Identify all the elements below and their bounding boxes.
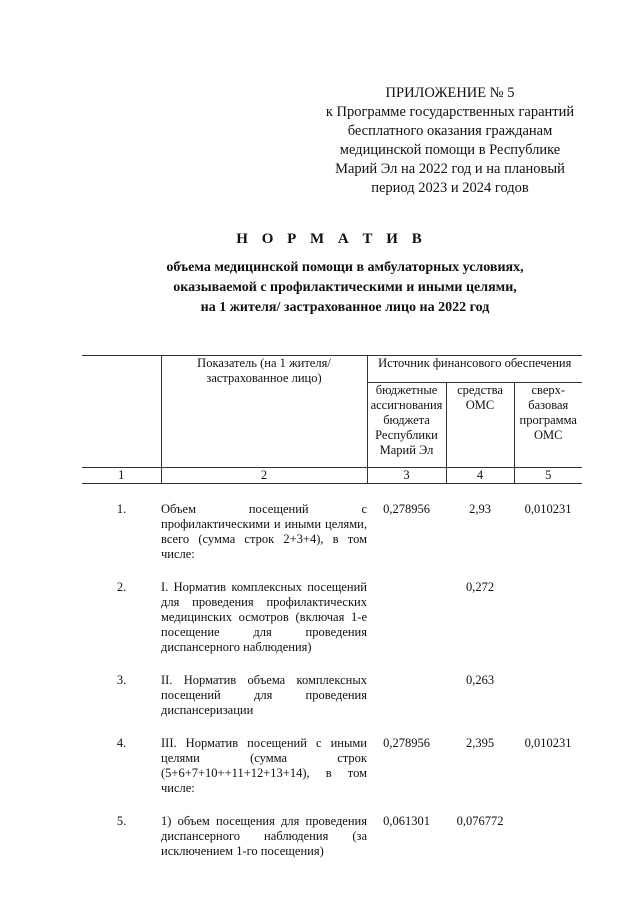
table-row [82,796,582,859]
column-number: 5 [514,468,582,484]
row-label: Объем посещений с профилактическими и иными целями, всего (сумма строк 2+3+4), в том числе: [161,502,367,561]
norm-table [82,355,582,859]
table-row [82,484,582,563]
subtitle-line: оказываемой с профилактическими и иными целями, [173,280,517,295]
table-row [82,718,582,796]
appendix-header [300,84,600,198]
budget-value [367,655,446,718]
budget-value: 0,061301 [383,814,430,828]
document-subtitle [100,258,590,318]
row-label: I. Норматив комплексных посещений для проведения профилактических медицинских осмотров (включая 1-е посещение для проведения диспансерного наблюдения) [161,580,367,654]
row-number: 1. [116,502,127,516]
table-row [82,562,582,655]
row-label: 1) объем посещения для проведения диспансерного наблюдения (за исключением 1-го посещения) [161,814,367,858]
column-number: 2 [161,468,367,484]
extra-oms-value [514,562,582,655]
oms-value: 0,263 [465,673,495,687]
appendix-line: ПРИЛОЖЕНИЕ № 5 [385,85,515,101]
row-number: 2. [116,580,127,594]
extra-oms-value [514,796,582,859]
extra-oms-value [514,655,582,718]
header-number-cell [82,356,161,468]
table-row [82,655,582,718]
appendix-line: к Программе государственных гарантий [325,104,575,120]
header-indicator: Показатель (на 1 жителя/застрахованное лицо) [161,356,367,468]
header-extra-oms: сверх-базовая программа ОМС [514,383,582,468]
document-title: Н О Р М А Т И В [236,231,427,247]
budget-value: 0,278956 [383,502,430,516]
oms-value: 0,076772 [456,814,504,828]
row-label: III. Норматив посещений с иными целями (сумма строк (5+6+7+10++11+12+13+14), в том числе: [161,736,367,795]
oms-value: 2,395 [465,736,495,750]
row-number: 5. [116,814,127,828]
appendix-line: медицинской помощи в Республике [339,142,561,158]
column-number: 1 [82,468,161,484]
oms-value: 2,93 [469,502,491,516]
appendix-line: бесплатного оказания гражданам [347,123,553,139]
header-oms: средства ОМС [446,383,514,468]
appendix-line: период 2023 и 2024 годов [371,180,529,196]
row-label: II. Норматив объема комплексных посещений для проведения диспансеризации [161,673,367,717]
column-number: 3 [367,468,446,484]
row-number: 3. [116,673,127,687]
column-number-row [82,468,582,484]
budget-value [367,562,446,655]
extra-oms-value: 0,010231 [524,502,572,516]
subtitle-line: объема медицинской помощи в амбулаторных условиях, [166,260,524,275]
budget-value: 0,278956 [383,736,430,750]
row-number: 4. [116,736,127,750]
subtitle-line: на 1 жителя/ застрахованное лицо на 2022 год [200,300,490,315]
column-number: 4 [446,468,514,484]
header-budget: бюджетные ассигнования бюджета Республики Марий Эл [370,383,443,457]
oms-value: 0,272 [465,580,495,594]
extra-oms-value: 0,010231 [524,736,572,750]
header-funding-source: Источник финансового обеспечения [367,356,582,383]
appendix-line: Марий Эл на 2022 год и на плановый [335,161,565,177]
